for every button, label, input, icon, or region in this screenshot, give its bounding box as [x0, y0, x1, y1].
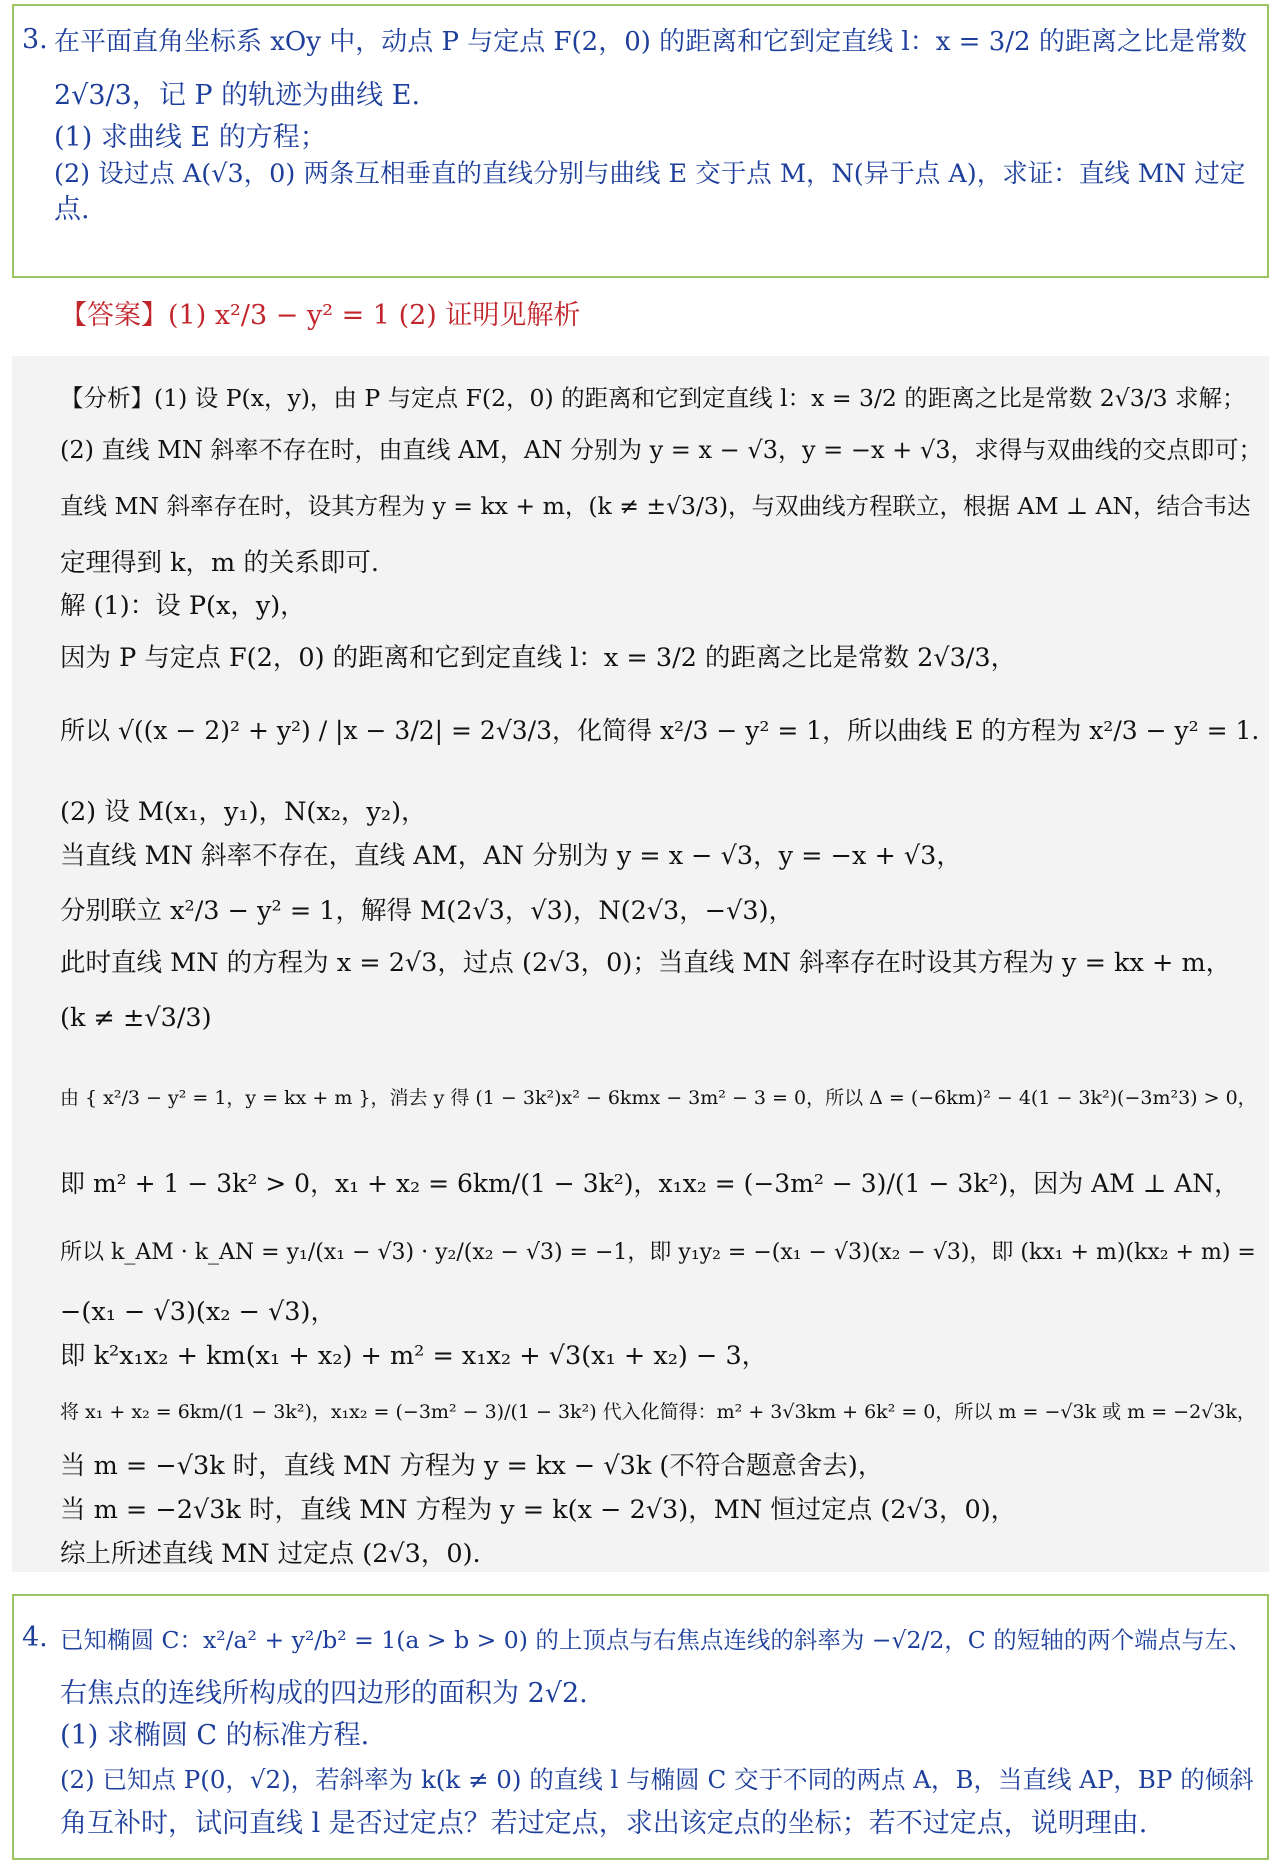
- analysis-line: 此时直线 MN 的方程为 x = 2√3，过点 (2√3，0)；当直线 MN 斜率存在时设其方程为 y = kx + m，: [60, 948, 1232, 978]
- analysis-line: 当 m = −2√3k 时，直线 MN 方程为 y = k(x − 2√3)，MN 恒过定点 (2√3，0)，: [60, 1495, 1017, 1525]
- question-4-part-2: (2) 已知点 P(0，√2)，若斜率为 k(k ≠ 0) 的直线 l 与椭圆 C 交于不同的两点 A，B，当直线 AP，BP 的倾斜: [60, 1765, 1254, 1794]
- answer-label: 【答案】: [60, 300, 168, 331]
- analysis-line: 所以 k_AM · k_AN = y₁/(x₁ − √3) · y₂/(x₂ − √3) = −1，即 y₁y₂ = −(x₁ − √3)(x₂ − √3)，即 (kx₁ + m)(kx₂ + m) =: [60, 1240, 1256, 1265]
- analysis-conclusion: 综上所述直线 MN 过定点 (2√3，0).: [60, 1539, 481, 1569]
- analysis-line: 即 k²x₁x₂ + km(x₁ + x₂) + m² = x₁x₂ + √3(x₁ + x₂) − 3，: [60, 1341, 768, 1371]
- analysis-line: (k ≠ ±√3/3): [60, 1003, 212, 1033]
- analysis-line: −(x₁ − √3)(x₂ − √3)，: [60, 1297, 336, 1327]
- analysis-line: 【分析】(1) 设 P(x，y)，由 P 与定点 F(2，0) 的距离和它到定直线 l：x = 3/2 的距离之比是常数 2√3/3 求解；: [60, 384, 1246, 412]
- answer-line: [60, 296, 580, 336]
- solution-start: 解 (1)：设 P(x，y)，: [60, 591, 306, 621]
- analysis-line: 直线 MN 斜率存在时，设其方程为 y = kx + m，(k ≠ ±√3/3)，与双曲线方程联立，根据 AM ⊥ AN，结合韦达: [60, 492, 1251, 520]
- question-4-part-2-end: 角互补时，试问直线 l 是否过定点？若过定点，求出该定点的坐标；若不过定点，说明理由.: [60, 1808, 1148, 1839]
- analysis-line: 因为 P 与定点 F(2，0) 的距离和它到定直线 l：x = 3/2 的距离之比是常数 2√3/3，: [60, 643, 1017, 673]
- analysis-line: 所以 √((x − 2)² + y²) / |x − 3/2| = 2√3/3，化简得 x²/3 − y² = 1，所以曲线 E 的方程为 x²/3 − y² = 1.: [60, 716, 1260, 745]
- answer-text: (1) x²/3 − y² = 1 (2) 证明见解析: [168, 300, 581, 331]
- analysis-line: 将 x₁ + x₂ = 6km/(1 − 3k²)，x₁x₂ = (−3m² − 3)/(1 − 3k²) 代入化简得：m² + 3√3km + 6k² = 0，所以 m = −√3k 或 m = −2√3k，: [60, 1401, 1256, 1423]
- question-3-line-2: 2√3/3，记 P 的轨迹为曲线 E.: [54, 80, 421, 111]
- question-3-part-1: (1) 求曲线 E 的方程；: [54, 122, 327, 153]
- question-4-part-1: (1) 求椭圆 C 的标准方程.: [60, 1720, 370, 1751]
- analysis-line: (2) 设 M(x₁，y₁)，N(x₂，y₂)，: [60, 797, 427, 827]
- analysis-line: 当 m = −√3k 时，直线 MN 方程为 y = kx − √3k (不符合题意舍去)，: [60, 1451, 884, 1481]
- question-4-line-2: 右焦点的连线所构成的四边形的面积为 2√2.: [60, 1678, 588, 1709]
- analysis-line: 即 m² + 1 − 3k² > 0，x₁ + x₂ = 6km/(1 − 3k²)，x₁x₂ = (−3m² − 3)/(1 − 3k²)，因为 AM ⊥ AN，: [60, 1169, 1240, 1198]
- question-3-part-2: (2) 设过点 A(√3，0) 两条互相垂直的直线分别与曲线 E 交于点 M，N(异于点 A)，求证：直线 MN 过定: [54, 159, 1246, 189]
- question-number: 3.: [22, 24, 48, 55]
- analysis-line: 当直线 MN 斜率不存在，直线 AM，AN 分别为 y = x − √3，y = −x + √3，: [60, 841, 962, 871]
- question-3-line-1: 在平面直角坐标系 xOy 中，动点 P 与定点 F(2，0) 的距离和它到定直线 l：x = 3/2 的距离之比是常数: [54, 27, 1247, 57]
- question-number: 4.: [22, 1622, 48, 1653]
- analysis-line: (2) 直线 MN 斜率不存在时，由直线 AM，AN 分别为 y = x − √3，y = −x + √3，求得与双曲线的交点即可；: [60, 436, 1263, 464]
- analysis-line: 分别联立 x²/3 − y² = 1，解得 M(2√3，√3)，N(2√3，−√3)，: [60, 896, 795, 926]
- analysis-line: 定理得到 k，m 的关系即可.: [60, 548, 379, 578]
- analysis-line: 由 { x²/3 − y² = 1，y = kx + m }，消去 y 得 (1 − 3k²)x² − 6kmx − 3m² − 3 = 0，所以 Δ = (−6km)² − 4(1 − 3k²)(−3m²3) > 0，: [60, 1087, 1257, 1109]
- question-3-part-2-end: 点.: [54, 194, 90, 225]
- question-4-line-1: 已知椭圆 C：x²/a² + y²/b² = 1(a > b > 0) 的上顶点与右焦点连线的斜率为 −√2/2，C 的短轴的两个端点与左、: [60, 1626, 1252, 1654]
